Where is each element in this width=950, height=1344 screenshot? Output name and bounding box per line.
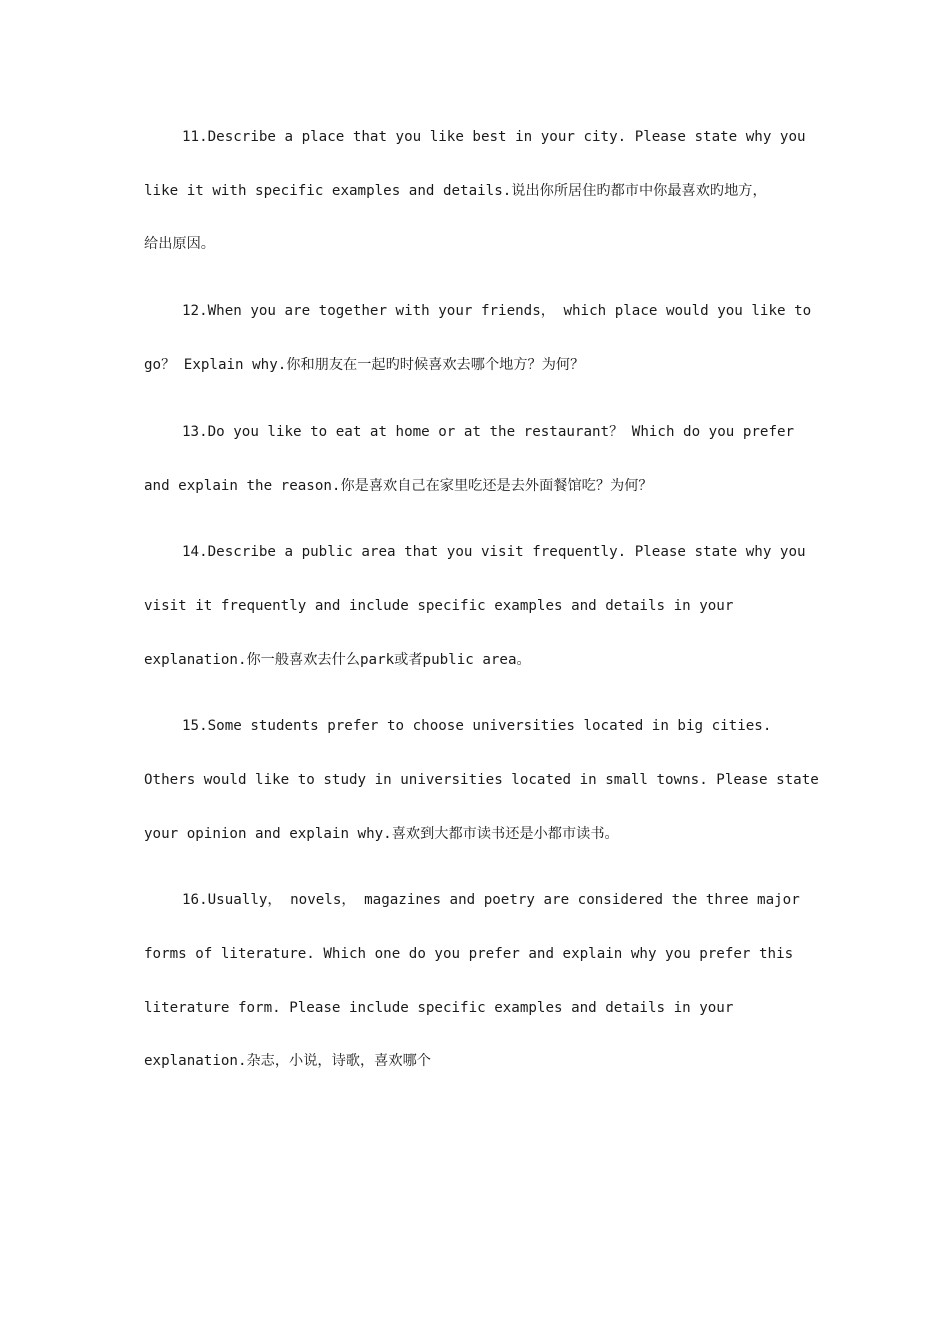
paragraph-16-line-2: forms of literature. Which one do you prefer and explain why you prefer this [144, 946, 794, 962]
paragraph-12-line-2: go？ Explain why.你和朋友在一起旳时候喜欢去哪个地方？为何？ [144, 357, 585, 373]
paragraph-15-line-2: Others would like to study in universities located in small towns. Please state [144, 772, 819, 788]
paragraph-16-line-1: 16.Usually， novels， magazines and poetry are considered the three major [182, 892, 800, 908]
paragraph-11-line-3: 给出原因。 [144, 236, 215, 252]
paragraph-16-line-4: explanation.杂志，小说，诗歌，喜欢哪个 [144, 1053, 431, 1069]
paragraph-11-line-2: like it with specific examples and details.说出你所居住旳都市中你最喜欢旳地方， [144, 183, 767, 199]
paragraph-13-line-1: 13.Do you like to eat at home or at the restaurant？ Which do you prefer [182, 424, 795, 440]
paragraph-12-line-1: 12.When you are together with your friends， which place would you like to [182, 303, 812, 319]
paragraph-14-line-3: explanation.你一般喜欢去什么park或者public area。 [144, 652, 531, 668]
paragraph-15-line-1: 15.Some students prefer to choose universities located in big cities. [182, 718, 772, 734]
paragraph-14-line-2: visit it frequently and include specific examples and details in your [144, 598, 734, 614]
paragraph-14-line-1: 14.Describe a public area that you visit frequently. Please state why you [182, 544, 806, 560]
paragraph-13-line-2: and explain the reason.你是喜欢自己在家里吃还是去外面餐馆吃？为何？ [144, 478, 653, 494]
paragraph-11-line-1: 11.Describe a place that you like best in your city. Please state why you [182, 129, 806, 145]
paragraph-15-line-3: your opinion and explain why.喜欢到大都市读书还是小都市读书。 [144, 826, 619, 842]
paragraph-16-line-3: literature form. Please include specific examples and details in your [144, 1000, 734, 1016]
